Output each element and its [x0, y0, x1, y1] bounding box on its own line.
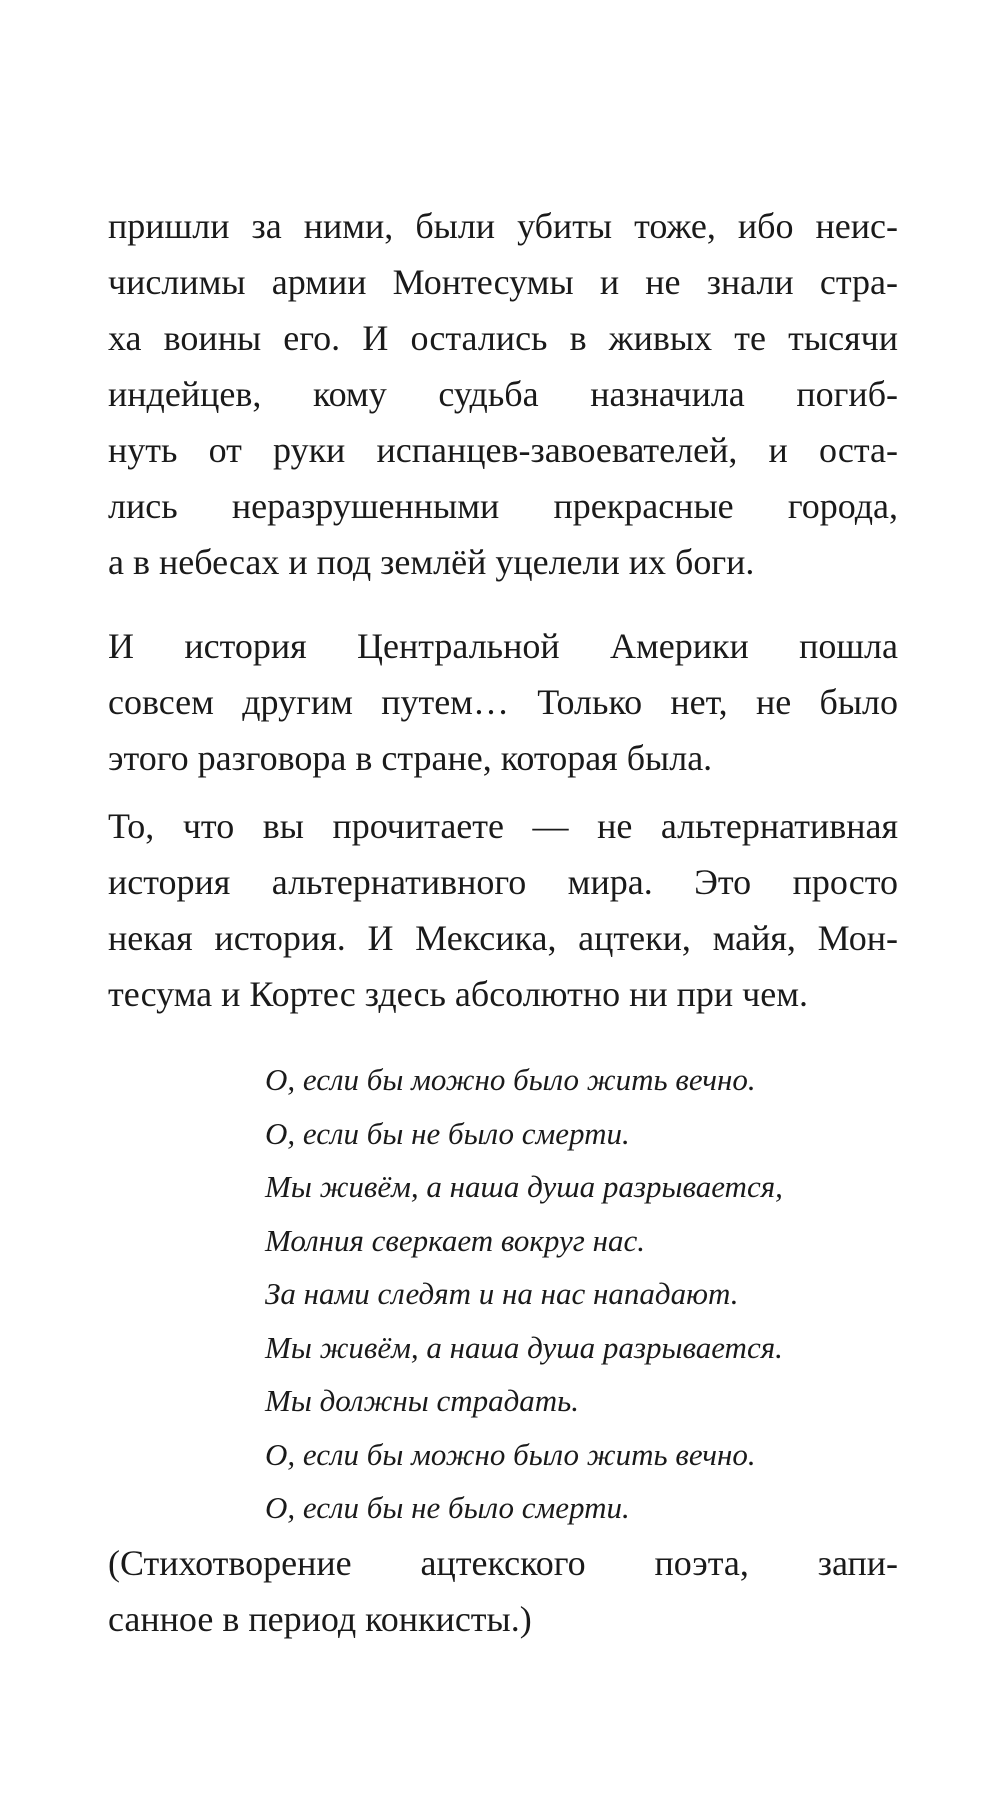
poem-line: Молния сверкает вокруг нас. [265, 1222, 645, 1258]
poem-line: За нами следят и на нас нападают. [265, 1276, 739, 1311]
text-line: числимы армии Монтесумы и не знали стра- [108, 262, 898, 302]
text-line: пришли за ними, были убиты тоже, ибо неис- [108, 206, 898, 246]
poem-line: О, если бы не было смерти. [265, 1490, 630, 1525]
poem-line: Мы живём, а наша душа разрывается. [265, 1329, 783, 1365]
text-line: ха воины его. И остались в живых те тысячи [108, 318, 898, 358]
text-line: санное в период конкисты.) [108, 1599, 532, 1639]
text-line: этого разговора в стране, которая была. [108, 738, 713, 778]
paragraph-aztec-armies [108, 198, 898, 590]
poem-attribution [108, 1535, 898, 1647]
text-line: И история Центральной Америки пошла [108, 626, 898, 666]
text-line: совсем другим путем… Только нет, не было [108, 682, 898, 722]
poem-line: О, если бы можно было жить вечно. [265, 1062, 756, 1097]
text-line: тесума и Кортес здесь абсолютно ни при чем. [108, 974, 809, 1014]
text-line: То, что вы прочитаете — не альтернативная [108, 806, 898, 846]
text-line: индейцев, кому судьба назначила погиб- [108, 374, 898, 414]
poem-line: О, если бы не было смерти. [265, 1115, 630, 1151]
poem-line: Мы должны страдать. [265, 1383, 580, 1418]
text-line: а в небесах и под землёй уцелели их боги. [108, 542, 755, 582]
text-line: (Стихотворение ацтекского поэта, запи- [108, 1543, 898, 1583]
paragraph-history-path [108, 618, 898, 786]
text-line: некая история. И Мексика, ацтеки, майя, Мон- [108, 918, 898, 958]
text-line: нуть от руки испанцев-завоевателей, и оста- [108, 430, 898, 470]
text-line: лись неразрушенными прекрасные города, [108, 486, 898, 526]
text-line: история альтернативного мира. Это просто [108, 862, 898, 902]
poem-line: О, если бы можно было жить вечно. [265, 1436, 756, 1472]
poem-line: Мы живём, а наша душа разрывается, [265, 1169, 783, 1204]
paragraph-not-alternative-history [108, 798, 898, 1022]
poem-epigraph [265, 1053, 905, 1535]
